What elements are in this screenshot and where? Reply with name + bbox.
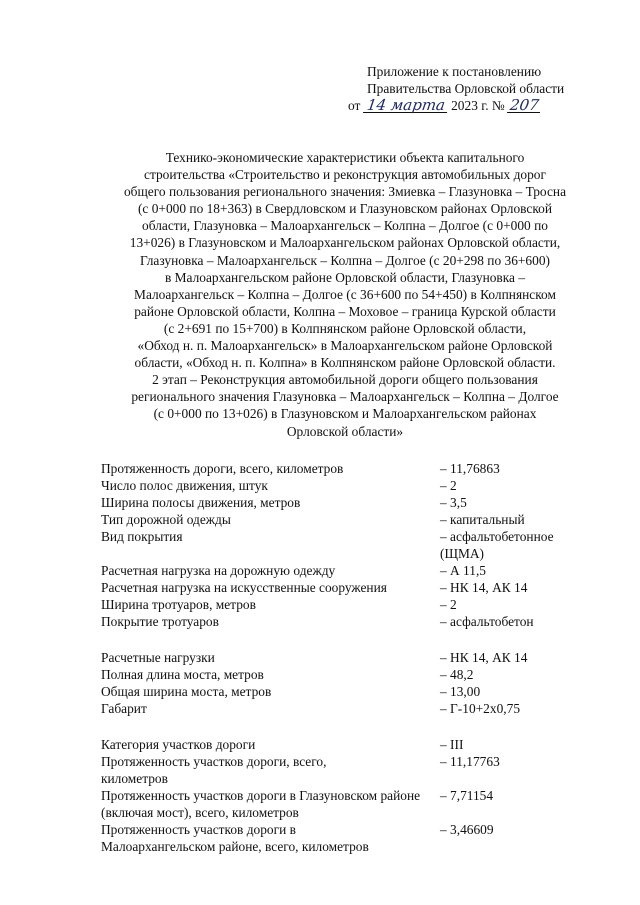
title-line: районе Орловской области, Колпна – Моховое – граница Курской области (134, 303, 556, 319)
spec-label: Тип дорожной одежды (101, 512, 231, 527)
spec-label: Протяженность участков дороги в Глазуновском районе (включая мост), всего, километров (101, 788, 421, 820)
title-line: области, «Обход н. п. Колпна» в Колпнянском районе Орловской области. (134, 355, 556, 371)
spec-label: Протяженность дороги, всего, километров (101, 461, 344, 476)
spec-label: Покрытие тротуаров (101, 614, 219, 629)
spec-value: – 3,46609 (440, 822, 494, 837)
spec-label: Общая ширина моста, метров (101, 684, 272, 699)
title-line: «Обход н. п. Малоархангельск» в Малоархангельском районе Орловской (137, 338, 553, 354)
year-and-number-label: 2023 г. № (451, 98, 505, 113)
spec-value: – НК 14, АК 14 (440, 580, 528, 595)
title-line: (с 0+000 по 13+026) в Глазуновском и Малоархангельском районах (153, 406, 537, 422)
spec-label: Полная длина моста, метров (101, 667, 264, 682)
spec-label: Расчетные нагрузки (101, 650, 215, 665)
title-line: строительства «Строительство и реконструкция автомобильных дорог (144, 167, 546, 183)
title-line: Глазуновка – Малоархангельск – Колпна – Долгое (с 20+298 по 36+600) (140, 252, 550, 268)
date-prefix: от (348, 98, 361, 113)
spec-value: – 2 (440, 597, 457, 612)
title-line: Малоархангельск – Колпна – Долгое (с 36+600 по 54+450) в Колпнянском (134, 286, 556, 302)
title-line: (с 2+691 по 15+700) в Колпнянском районе Орловской области, (163, 320, 527, 336)
spec-value: – 13,00 (440, 684, 481, 699)
spec-label: Протяженность участков дороги, всего, километров (101, 754, 327, 786)
spec-label: Протяженность участков дороги в Малоархангельском районе, всего, километров (101, 822, 369, 854)
spec-value: – 11,76863 (440, 461, 500, 476)
title-line: Орловской области» (286, 423, 404, 439)
spec-value: – А 11,5 (440, 563, 486, 578)
spec-value: – капитальный (440, 512, 525, 527)
spec-value: – 11,17763 (440, 754, 500, 769)
spec-value: – III (440, 737, 464, 752)
spec-value: – асфальтобетонное (ЩМА) (440, 529, 554, 561)
title-line: регионального значения Глазуновка – Малоархангельск – Колпна – Долгое (131, 389, 559, 405)
handwritten-number: 207 (508, 96, 541, 114)
title-line: 13+026) в Глазуновском и Малоархангельском районах Орловской области, (129, 235, 561, 251)
title-line: (с 0+000 по 18+363) в Свердловском и Глазуновском районах Орловской (137, 201, 553, 217)
spec-label: Ширина тротуаров, метров (101, 597, 256, 612)
spec-label: Вид покрытия (101, 529, 183, 544)
title-line: в Малоархангельском районе Орловской области, Глазуновка – (164, 269, 526, 285)
spec-label: Категория участков дороги (101, 737, 256, 752)
spec-value: – 7,71154 (440, 788, 494, 803)
spec-label: Ширина полосы движения, метров (101, 495, 301, 510)
government-caption: Правительства Орловской области (367, 81, 565, 96)
spec-value: – НК 14, АК 14 (440, 650, 528, 665)
title-line: 2 этап – Реконструкция автомобильной дороги общего пользования (152, 372, 538, 388)
spec-label: Расчетная нагрузка на искусственные сооружения (101, 580, 387, 595)
spec-value: – 48,2 (440, 667, 474, 682)
handwritten-date: 14 марта (363, 98, 449, 113)
spec-label: Габарит (101, 701, 147, 716)
title-line: Технико-экономические характеристики объекта капитального (165, 150, 525, 165)
title-line: общего пользования регионального значения: Змиевка – Глазуновка – Тросна (123, 184, 567, 200)
spec-label: Расчетная нагрузка на дорожную одежду (101, 563, 336, 578)
title-line: области, Глазуновка – Малоархангельск – Колпна – Долгое (с 0+000 по (142, 218, 548, 234)
appendix-caption: Приложение к постановлению (367, 64, 542, 79)
spec-value: – асфальтобетон (440, 614, 534, 629)
spec-value: – 3,5 (440, 495, 467, 510)
spec-label: Число полос движения, штук (101, 478, 268, 493)
spec-value: – Г-10+2х0,75 (440, 701, 521, 716)
spec-value: – 2 (440, 478, 457, 493)
